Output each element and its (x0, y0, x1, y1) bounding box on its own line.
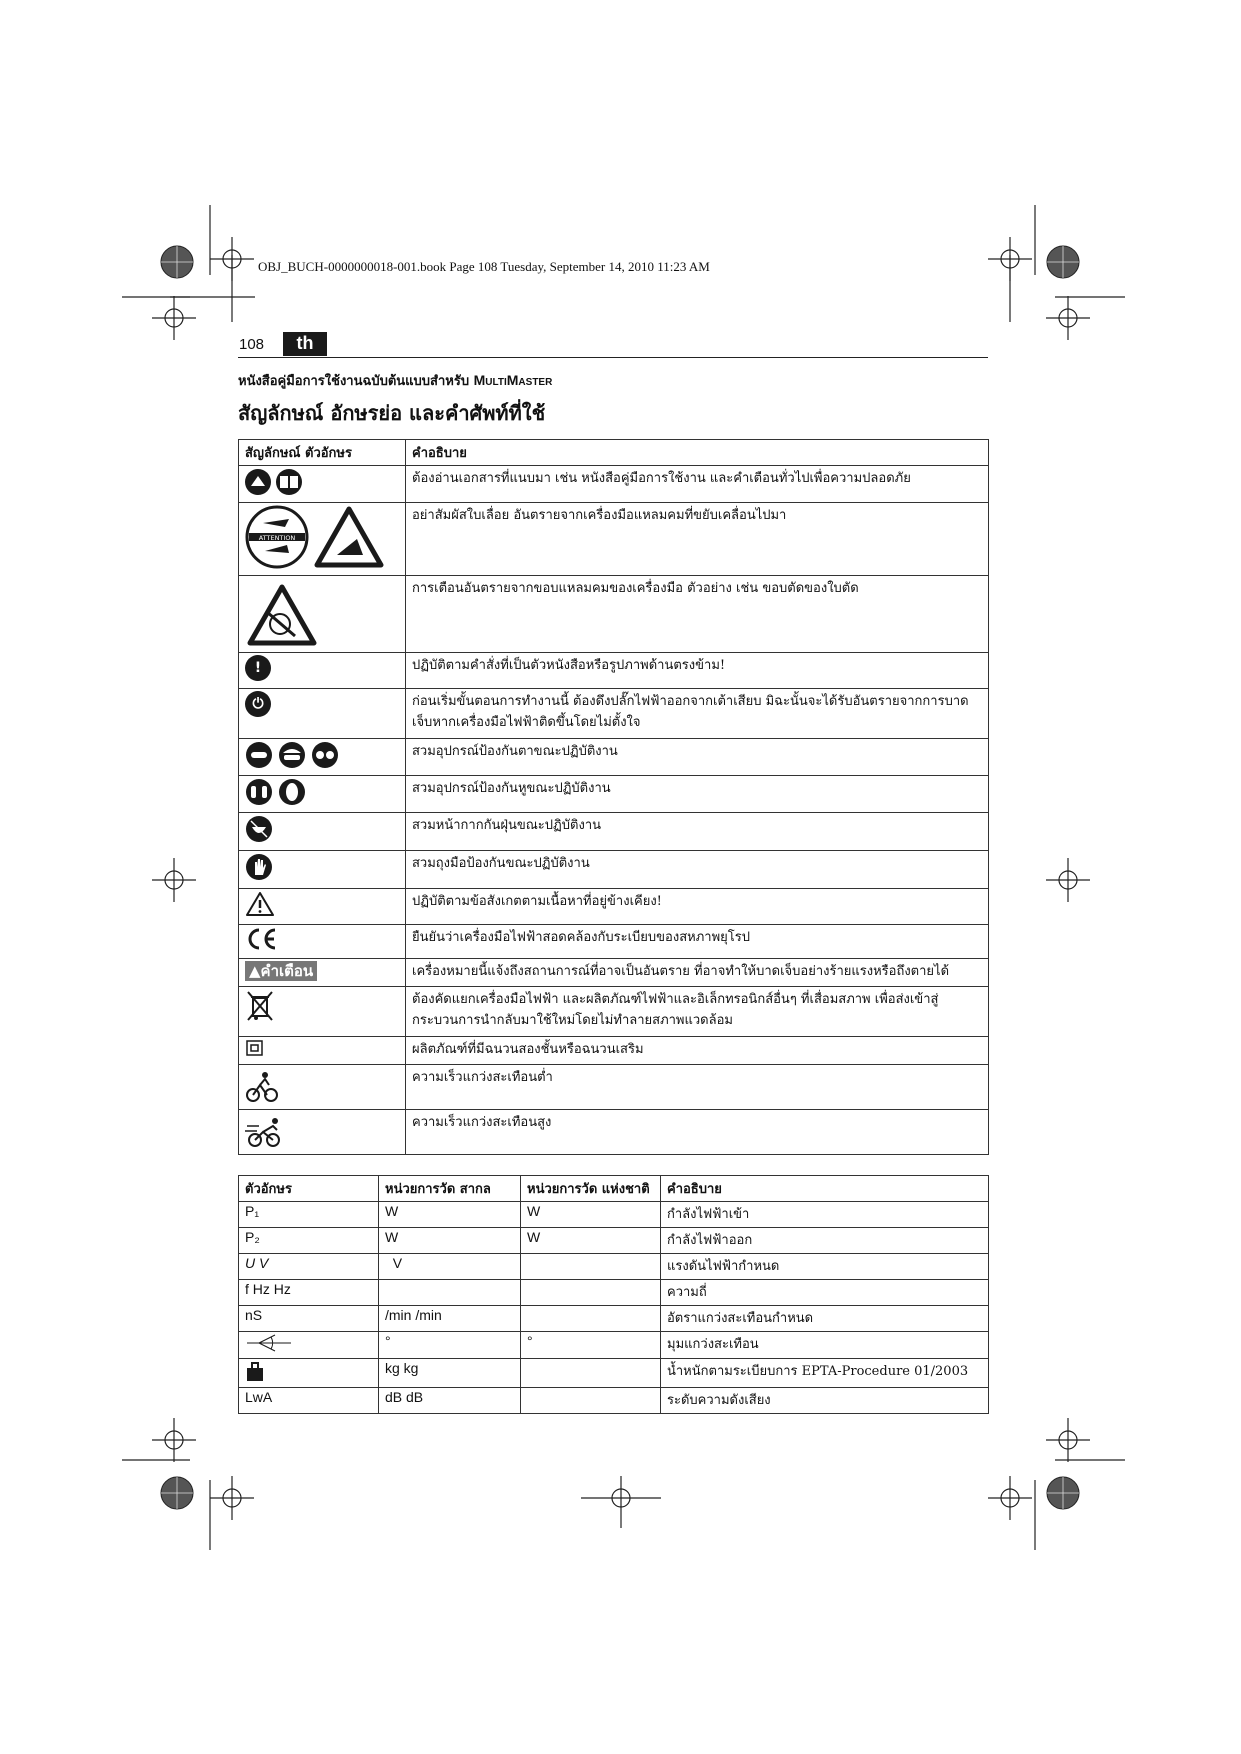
table-row (239, 689, 989, 739)
description-cell: การเตือนอันตรายจากขอบแหลมคมของเครื่องมือ ตัวอย่าง เช่น ขอบตัดของใบตัด (406, 576, 989, 653)
table-row (239, 653, 989, 689)
description-cell: ความเร็วแกว่งสะเทือนสูง (406, 1110, 989, 1155)
header-rule (238, 357, 988, 358)
si-unit-cell: kg kg (379, 1359, 521, 1388)
table-header-row (239, 1176, 989, 1202)
table-row (239, 466, 989, 503)
si-unit-cell: ° (379, 1332, 521, 1359)
symbol-cell: P₂ (239, 1228, 379, 1254)
table-header-row (239, 440, 989, 466)
table-row (239, 1202, 989, 1228)
description-cell: มุมแกว่งสะเทือน (661, 1332, 989, 1359)
warning-label-text: คำเตือน (260, 962, 314, 980)
manual-subtitle (238, 370, 552, 391)
description-cell: ปฏิบัติตามคำสั่งที่เป็นตัวหนังสือหรือรูปภาพด้านตรงข้าม! (406, 653, 989, 689)
symbol-cell (239, 689, 406, 739)
table-row (239, 776, 989, 813)
description-cell: สวมอุปกรณ์ป้องกันหูขณะปฏิบัติงาน (406, 776, 989, 813)
national-unit-cell: ° (521, 1332, 661, 1359)
symbol-cell (239, 813, 406, 851)
symbol-cell (239, 653, 406, 689)
read-manual-icon (245, 468, 305, 500)
si-unit-cell: W (379, 1228, 521, 1254)
description-cell: สวมอุปกรณ์ป้องกันตาขณะปฏิบัติงาน (406, 739, 989, 776)
symbols-table (238, 439, 989, 1155)
book-info-line: OBJ_BUCH-0000000018-001.book Page 108 Tuesday, September 14, 2010 11:23 AM (258, 259, 710, 274)
column-header-description: คำอธิบาย (406, 440, 989, 466)
table-row (239, 739, 989, 776)
table-row (239, 1254, 989, 1280)
symbol-cell (239, 776, 406, 813)
eye-protection-icon (245, 741, 345, 773)
ear-protection-icon (245, 778, 311, 810)
double-insulation-icon (245, 1039, 265, 1061)
symbol-cell (239, 466, 406, 503)
symbol-cell (239, 503, 406, 576)
table-row (239, 1332, 989, 1359)
symbol-cell: f Hz Hz (239, 1280, 379, 1306)
symbol-cell: nS (239, 1306, 379, 1332)
sharp-edge-warning-icon (247, 584, 317, 650)
national-unit-cell (521, 1388, 661, 1414)
units-table (238, 1175, 989, 1414)
national-unit-cell: W (521, 1228, 661, 1254)
symbol-cell: U V (239, 1254, 379, 1280)
table-row (239, 576, 989, 653)
subtitle-text: หนังสือคู่มือการใช้งานฉบับต้นแบบสำหรับ (238, 374, 470, 389)
low-speed-icon (245, 1071, 279, 1107)
table-row (239, 1228, 989, 1254)
description-cell: เครื่องหมายนี้แจ้งถึงสถานการณ์ที่อาจเป็นอันตราย ที่อาจทำให้บาดเจ็บอย่างร้ายแรงหรือถึงตายได้ (406, 959, 989, 987)
gloves-icon (245, 853, 275, 885)
symbol-cell (239, 739, 406, 776)
language-tab: th (283, 332, 327, 356)
symbol-cell: P₁ (239, 1202, 379, 1228)
ce-mark-icon (245, 927, 279, 955)
table-row (239, 503, 989, 576)
national-unit-cell (521, 1359, 661, 1388)
table-row (239, 889, 989, 925)
caution-triangle-icon (245, 891, 275, 921)
table-row (239, 1037, 989, 1065)
description-cell: ผลิตภัณฑ์ที่มีฉนวนสองชั้นหรือฉนวนเสริม (406, 1037, 989, 1065)
symbol-cell (239, 1037, 406, 1065)
description-cell: กำลังไฟฟ้าเข้า (661, 1202, 989, 1228)
attention-blade-icon (245, 505, 385, 573)
column-header-symbol: สัญลักษณ์ ตัวอักษร (239, 440, 406, 466)
description-cell: ต้องคัดแยกเครื่องมือไฟฟ้า และผลิตภัณฑ์ไฟฟ้าและอิเล็กทรอนิกส์อื่นๆ ที่เสื่อมสภาพ เพื่อส่งเข้าสู่กระบวนการนำกลับมาใช้ใหม่โดยไม่ทำลายสภาพแวดล้อม (406, 987, 989, 1037)
symbol-cell (239, 576, 406, 653)
table-row (239, 1359, 989, 1388)
description-cell: ต้องอ่านเอกสารที่แนบมา เช่น หนังสือคู่มือการใช้งาน และคำเตือนทั่วไปเพื่อความปลอดภัย (406, 466, 989, 503)
exclamation-icon: ! (245, 655, 271, 681)
table-row (239, 813, 989, 851)
description-cell: สวมถุงมือป้องกันขณะปฏิบัติงาน (406, 851, 989, 889)
table-row (239, 1280, 989, 1306)
column-header-si-unit: หน่วยการวัด สากล (379, 1176, 521, 1202)
weight-icon (245, 1360, 265, 1386)
symbol-cell (239, 1110, 406, 1155)
si-unit-cell (379, 1280, 521, 1306)
si-unit-cell: V (379, 1254, 521, 1280)
symbol-cell (239, 1065, 406, 1110)
symbol-cell (239, 851, 406, 889)
description-cell: อย่าสัมผัสใบเลื่อย อันตรายจากเครื่องมือแหลมคมที่ขยับเคลื่อนไปมา (406, 503, 989, 576)
column-header-symbol: ตัวอักษร (239, 1176, 379, 1202)
dust-mask-icon (245, 815, 275, 847)
oscillation-angle-icon (245, 1333, 293, 1357)
table-row (239, 959, 989, 987)
symbol-cell (239, 925, 406, 959)
description-cell: ระดับความดังเสียง (661, 1388, 989, 1414)
column-header-description: คำอธิบาย (661, 1176, 989, 1202)
description-cell: ความถี่ (661, 1280, 989, 1306)
svg-text:ATTENTION: ATTENTION (258, 534, 296, 542)
national-unit-cell: W (521, 1202, 661, 1228)
symbol-cell (239, 959, 406, 987)
page-number: 108 (239, 336, 265, 353)
description-cell: น้ำหนักตามระเบียบการ EPTA-Procedure 01/2003 (661, 1359, 989, 1388)
column-header-national-unit: หน่วยการวัด แห่งชาติ (521, 1176, 661, 1202)
description-cell: สวมหน้ากากกันฝุ่นขณะปฏิบัติงาน (406, 813, 989, 851)
high-speed-icon (245, 1116, 285, 1152)
symbol-cell (239, 889, 406, 925)
description-cell: ก่อนเริ่มขั้นตอนการทำงานนี้ ต้องดึงปลั๊กไฟฟ้าออกจากเต้าเสียบ มิฉะนั้นจะได้รับอันตรายจากการบาดเจ็บหากเครื่องมือไฟฟ้าติดขึ้นโดยไม่ตั้งใจ (406, 689, 989, 739)
brand-name: MultiMaster (473, 372, 553, 388)
symbol-cell (239, 987, 406, 1037)
description-cell: ยืนยันว่าเครื่องมือไฟฟ้าสอดคล้องกับระเบียบของสหภาพยุโรป (406, 925, 989, 959)
table-row (239, 1110, 989, 1155)
national-unit-cell (521, 1306, 661, 1332)
national-unit-cell (521, 1280, 661, 1306)
unplug-icon: ⏻ (245, 691, 271, 717)
table-row (239, 1388, 989, 1414)
description-cell: แรงดันไฟฟ้ากำหนด (661, 1254, 989, 1280)
national-unit-cell (521, 1254, 661, 1280)
symbol-cell: LwA (239, 1388, 379, 1414)
description-cell: อัตราแกว่งสะเทือนกำหนด (661, 1306, 989, 1332)
si-unit-cell: W (379, 1202, 521, 1228)
weee-bin-icon (245, 989, 275, 1027)
description-cell: ความเร็วแกว่งสะเทือนต่ำ (406, 1065, 989, 1110)
table-row (239, 1306, 989, 1332)
symbol-cell (239, 1332, 379, 1359)
warning-label-icon: ▲คำเตือน (245, 961, 317, 981)
description-cell: ปฏิบัติตามข้อสังเกตตามเนื้อหาที่อยู่ข้างเคียง! (406, 889, 989, 925)
symbol-cell (239, 1359, 379, 1388)
table-row (239, 1065, 989, 1110)
table-row (239, 851, 989, 889)
table-row (239, 987, 989, 1037)
si-unit-cell: dB dB (379, 1388, 521, 1414)
section-title: สัญลักษณ์ อักษรย่อ และคำศัพท์ที่ใช้ (238, 401, 546, 425)
si-unit-cell: /min /min (379, 1306, 521, 1332)
description-cell: กำลังไฟฟ้าออก (661, 1228, 989, 1254)
table-row (239, 925, 989, 959)
